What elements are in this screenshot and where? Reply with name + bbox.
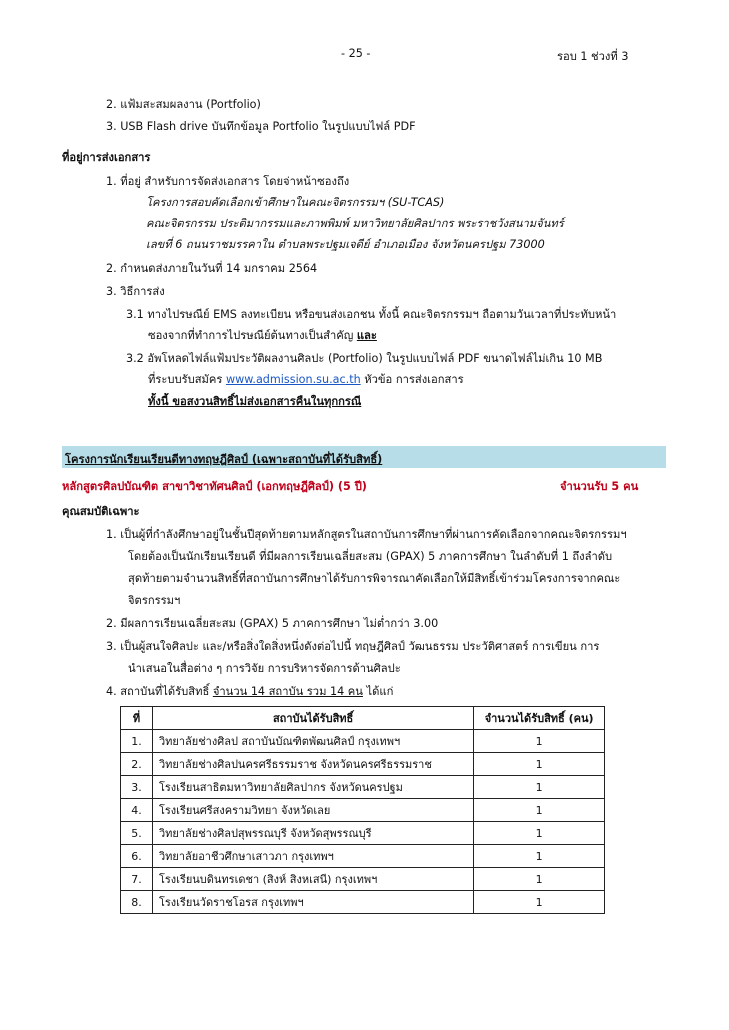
- row-number: 6.: [121, 845, 153, 868]
- qual-3-line-1: 3. เป็นผู้สนใจศิลปะ และ/หรือสิ่งใดสิ่งหนึ่งดังต่อไปนี้ ทฤษฎีศิลป์ วัฒนธรรม ประวัติศาสตร์ การเขียน การ: [106, 640, 600, 653]
- address-line-2: คณะจิตรกรรม ประติมากรรมและภาพพิมพ์ มหาวิทยาลัยศิลปากร พระราชวังสนามจันทร์: [146, 217, 564, 230]
- qual-1-line-3: สุดท้ายตามจำนวนสิทธิ์ที่สถาบันการศึกษาได้รับการพิจารณาคัดเลือกให้มีสิทธิ์เข้าร่วมโครงการจากคณะ: [128, 572, 621, 585]
- row-quota: 1: [474, 799, 605, 822]
- row-quota: 1: [474, 845, 605, 868]
- qual-4-text: 4. สถาบันที่ได้รับสิทธิ์: [106, 685, 210, 698]
- address-item-1: 1. ที่อยู่ สำหรับการจัดส่งเอกสาร โดยจ่าหน้าซองถึง: [106, 175, 350, 188]
- row-number: 4.: [121, 799, 153, 822]
- method-3-2-tail: หัวข้อ การส่งเอกสาร: [364, 373, 464, 386]
- qual-4-tail: ได้แก่: [366, 685, 394, 698]
- row-quota: 1: [474, 730, 605, 753]
- no-return-notice: ทั้งนี้ ขอสงวนสิทธิ์ไม่ส่งเอกสารคืนในทุกกรณี: [148, 395, 362, 408]
- table-row: [121, 776, 605, 799]
- address-item-3: 3. วิธีการส่ง: [106, 285, 165, 298]
- row-institution: วิทยาลัยช่างศิลปนครศรีธรรมราช จังหวัดนครศรีธรรมราช: [152, 753, 473, 776]
- row-quota: 1: [474, 868, 605, 891]
- qual-2: 2. มีผลการเรียนเฉลี่ยสะสม (GPAX) 5 ภาคการศึกษา ไม่ต่ำกว่า 3.00: [106, 617, 439, 630]
- row-number: 3.: [121, 776, 153, 799]
- row-number: 2.: [121, 753, 153, 776]
- page-number: - 25 -: [341, 47, 371, 60]
- table-row: [121, 868, 605, 891]
- and-label: และ: [356, 329, 377, 342]
- address-heading: ที่อยู่การส่งเอกสาร: [62, 151, 151, 164]
- table-header-row: [121, 707, 605, 730]
- row-institution: วิทยาลัยช่างศิลป สถาบันบัณฑิตพัฒนศิลป์ กรุงเทพฯ: [152, 730, 473, 753]
- qual-4: [106, 682, 393, 700]
- row-quota: 1: [474, 776, 605, 799]
- table-row: [121, 845, 605, 868]
- col-header-number: ที่: [121, 707, 153, 730]
- row-institution: โรงเรียนบดินทรเดชา (สิงห์ สิงหเสนี) กรุงเทพฯ: [152, 868, 473, 891]
- method-3-1-line-1: 3.1 ทางไปรษณีย์ EMS ลงทะเบียน หรือขนส่งเอกชน ทั้งนี้ คณะจิตรกรรมฯ ถือตามวันเวลาที่ประทับหน้า: [126, 308, 617, 321]
- row-number: 7.: [121, 868, 153, 891]
- table-row: [121, 822, 605, 845]
- institution-table: [120, 706, 605, 914]
- qual-1-line-1: 1. เป็นผู้ที่กำลังศึกษาอยู่ในชั้นปีสุดท้ายตามหลักสูตรในสถาบันการศึกษาที่ผ่านการคัดเลือกจากคณะจิตรกรรมฯ: [106, 528, 627, 541]
- admission-link[interactable]: www.admission.su.ac.th: [225, 373, 361, 386]
- method-3-2-line-1: 3.2 อัพโหลดไฟล์แฟ้มประวัติผลงานศิลปะ (Portfolio) ในรูปแบบไฟล์ PDF ขนาดไฟล์ไม่เกิน 10 MB: [126, 352, 603, 365]
- table-row: [121, 730, 605, 753]
- qual-1-line-4: จิตรกรรมฯ: [128, 594, 181, 607]
- row-quota: 1: [474, 822, 605, 845]
- address-line-1: โครงการสอบคัดเลือกเข้าศึกษาในคณะจิตรกรรมฯ (SU-TCAS): [146, 196, 445, 209]
- method-3-1-text: ซองจากที่ทำการไปรษณีย์ต้นทางเป็นสำคัญ: [148, 329, 354, 342]
- row-institution: โรงเรียนสาธิตมหาวิทยาลัยศิลปากร จังหวัดนครปฐม: [152, 776, 473, 799]
- address-line-3: เลขที่ 6 ถนนราชมรรคาใน ตำบลพระปฐมเจดีย์ อำเภอเมือง จังหวัดนครปฐม 73000: [146, 238, 545, 251]
- qual-4-count: จำนวน 14 สถาบัน รวม 14 คน: [212, 685, 363, 698]
- doc-item-portfolio: 2. แฟ้มสะสมผลงาน (Portfolio): [106, 98, 261, 111]
- row-number: 8.: [121, 891, 153, 914]
- program-title: หลักสูตรศิลปบัณฑิต สาขาวิชาทัศนศิลป์ (เอกทฤษฎีศิลป์) (5 ปี): [62, 480, 367, 493]
- address-item-2: 2. กำหนดส่งภายในวันที่ 14 มกราคม 2564: [106, 262, 318, 275]
- row-quota: 1: [474, 891, 605, 914]
- row-institution: วิทยาลัยอาชีวศึกษาเสาวภา กรุงเทพฯ: [152, 845, 473, 868]
- table-row: [121, 799, 605, 822]
- row-number: 5.: [121, 822, 153, 845]
- quota-label: จำนวนรับ 5 คน: [560, 480, 639, 493]
- row-quota: 1: [474, 753, 605, 776]
- method-3-2-text: ที่ระบบรับสมัคร: [148, 373, 223, 386]
- row-institution: โรงเรียนศรีสงครามวิทยา จังหวัดเลย: [152, 799, 473, 822]
- doc-item-usb: 3. USB Flash drive บันทึกข้อมูล Portfolio ในรูปแบบไฟล์ PDF: [106, 120, 416, 133]
- qual-3-line-2: นำเสนอในสื่อต่าง ๆ การวิจัย การบริหารจัดการด้านศิลปะ: [128, 662, 401, 675]
- qualification-heading: คุณสมบัติเฉพาะ: [62, 505, 140, 518]
- col-header-institution: สถาบันได้รับสิทธิ์: [152, 707, 473, 730]
- method-3-1-line-2: [148, 326, 377, 344]
- row-number: 1.: [121, 730, 153, 753]
- table-row: [121, 891, 605, 914]
- row-institution: โรงเรียนวัดราชโอรส กรุงเทพฯ: [152, 891, 473, 914]
- col-header-quota: จำนวนได้รับสิทธิ์ (คน): [474, 707, 605, 730]
- method-3-2-line-2: [148, 370, 464, 388]
- round-label: รอบ 1 ช่วงที่ 3: [557, 50, 629, 63]
- row-institution: วิทยาลัยช่างศิลปสุพรรณบุรี จังหวัดสุพรรณบุรี: [152, 822, 473, 845]
- table-row: [121, 753, 605, 776]
- section-banner-title: โครงการนักเรียนเรียนดีทางทฤษฎีศิลป์ (เฉพาะสถาบันที่ได้รับสิทธิ์): [65, 453, 383, 466]
- qual-1-line-2: โดยต้องเป็นนักเรียนเรียนดี ที่มีผลการเรียนเฉลี่ยสะสม (GPAX) 5 ภาคการศึกษา ในลำดับที่ 1 ถึงลำดับ: [128, 550, 613, 563]
